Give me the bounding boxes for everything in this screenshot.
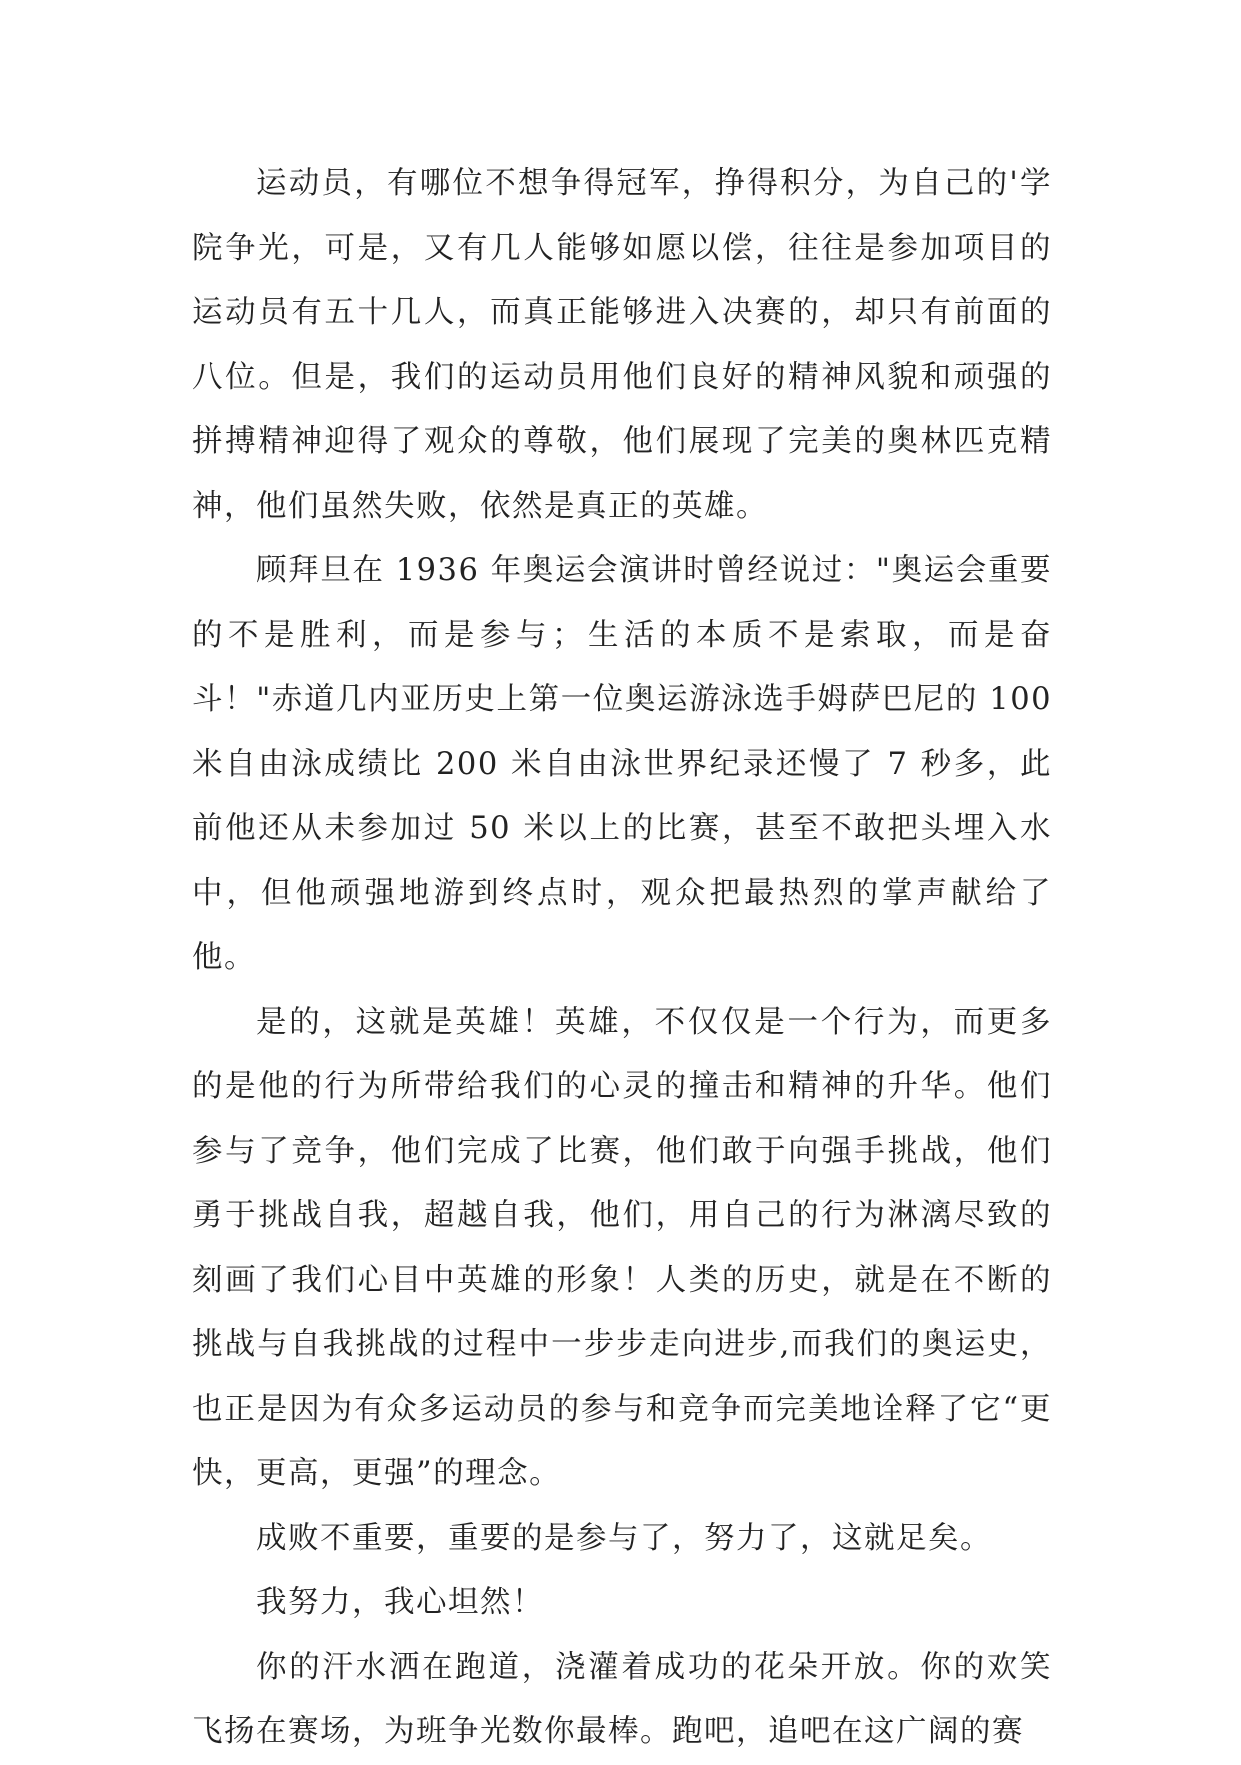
paragraph-2: 顾拜旦在 1936 年奥运会演讲时曾经说过："奥运会重要的不是胜利，而是参与；生活的本质不是索取，而是奋斗！"赤道几内亚历史上第一位奥运游泳选手姆萨巴尼的 100 米自由泳成绩比 200 米自由泳世界纪录还慢了 7 秒多，此前他还从未参加过 50 米以上的比赛，甚至不敢把头埋入水中，但他顽强地游到终点时，观众把最热烈的掌声献给了他。	[192, 553, 1052, 975]
paragraph-3: 是的，这就是英雄！英雄，不仅仅是一个行为，而更多的是他的行为所带给我们的心灵的撞击和精神的升华。他们参与了竞争，他们完成了比赛，他们敢于向强手挑战，他们勇于挑战自我，超越自我，他们，用自己的行为淋漓尽致的刻画了我们心目中英雄的形象！人类的历史，就是在不断的挑战与自我挑战的过程中一步步走向进步,而我们的奥运史，也正是因为有众多运动员的参与和竞争而完美地诠释了它“更快，更高，更强”的理念。	[192, 1004, 1052, 1491]
paragraph-5: 我努力，我心坦然！	[256, 1585, 544, 1620]
document-body	[192, 152, 1052, 1765]
paragraph-4: 成败不重要，重要的是参与了，努力了，这就足矣。	[256, 1520, 992, 1556]
paragraph-1: 运动员，有哪位不想争得冠军，挣得积分，为自己的'学院争光，可是，又有几人能够如愿以偿，往往是参加项目的运动员有五十几人，而真正能够进入决赛的，却只有前面的八位。但是，我们的运动员用他们良好的精神风貌和顽强的拼搏精神迎得了观众的尊敬，他们展现了完美的奥林匹克精神，他们虽然失败，依然是真正的英雄。	[192, 166, 1052, 524]
paragraph-6: 你的汗水洒在跑道，浇灌着成功的花朵开放。你的欢笑飞扬在赛场，为班争光数你最棒。跑吧，追吧在这广阔的赛	[192, 1649, 1052, 1749]
